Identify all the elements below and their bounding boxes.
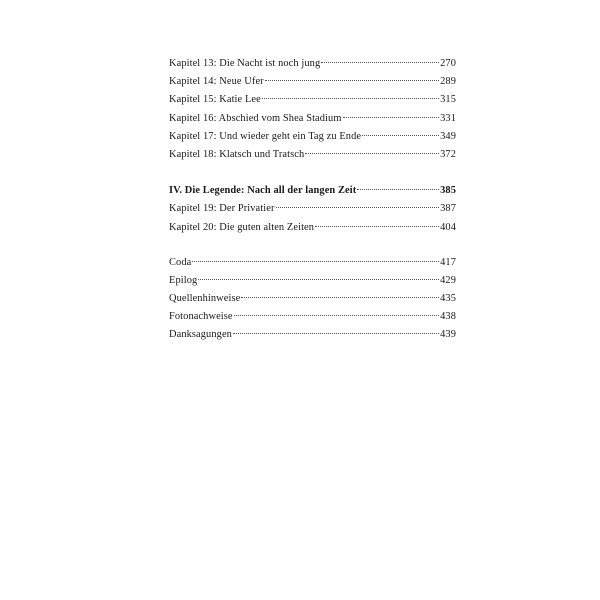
dot-leader: [234, 315, 439, 316]
toc-part-title: IV. Die Legende: Nach all der langen Zeit: [169, 185, 357, 197]
toc-entry-kapitel-19: [169, 200, 456, 218]
toc-entry-kapitel-14: [169, 73, 456, 91]
toc-entry-title: Kapitel 16: Abschied vom Shea Stadium: [169, 112, 342, 124]
dot-leader: [233, 333, 439, 334]
dot-leader: [315, 226, 439, 227]
dot-leader: [192, 261, 439, 262]
section-spacer: [169, 164, 456, 182]
toc-entry-page: 438: [440, 311, 456, 323]
toc-entry-title: Danksagungen: [169, 329, 232, 341]
toc-entry-title: Kapitel 18: Klatsch und Tratsch: [169, 148, 305, 160]
toc-entry-kapitel-20: [169, 219, 456, 237]
toc-entry-epilog: [169, 272, 456, 290]
dot-leader: [241, 297, 439, 298]
dot-leader: [321, 62, 439, 63]
toc-entry-title: Kapitel 13: Die Nacht ist noch jung: [169, 58, 321, 69]
dot-leader: [362, 135, 439, 136]
toc-entry-page: 404: [440, 221, 456, 233]
section-spacer: [169, 237, 456, 254]
toc-entry-title: Kapitel 17: Und wieder geht ein Tag zu Ende: [169, 130, 362, 142]
toc-entry-title: Coda: [169, 256, 192, 268]
toc-entry-title: Kapitel 19: Der Privatier: [169, 203, 275, 215]
dot-leader: [198, 279, 439, 280]
toc-entry-title: Kapitel 20: Die guten alten Zeiten: [169, 221, 315, 233]
toc-entry-kapitel-16: [169, 110, 456, 128]
dot-leader: [305, 153, 439, 154]
toc-entry-kapitel-13: [169, 55, 456, 73]
toc-entry-title: Kapitel 15: Katie Lee: [169, 94, 261, 106]
toc-entry-kapitel-18: [169, 146, 456, 164]
toc-entry-page: 372: [440, 148, 456, 160]
toc-entry-kapitel-17: [169, 128, 456, 146]
toc-entry-title: Fotonachweise: [169, 311, 233, 323]
toc-entry-page: 429: [440, 274, 456, 286]
toc-entry-title: Kapitel 14: Neue Ufer: [169, 76, 264, 88]
toc-entry-page: 417: [440, 256, 456, 268]
toc-entry-danksagungen: [169, 326, 456, 344]
dot-leader: [276, 207, 440, 208]
toc-entry-page: 270: [440, 58, 456, 69]
toc-part-page: 385: [440, 185, 456, 197]
toc-entry-page: 315: [440, 94, 456, 106]
toc-entry-quellenhinweise: [169, 290, 456, 308]
dot-leader: [262, 98, 439, 99]
toc-entry-page: 435: [440, 293, 456, 305]
dot-leader: [265, 80, 439, 81]
toc-entry-part-iv: [169, 182, 456, 200]
toc-entry-page: 349: [440, 130, 456, 142]
toc-entry-fotonachweise: [169, 308, 456, 326]
table-of-contents: [169, 55, 456, 345]
toc-entry-kapitel-15: [169, 91, 456, 109]
toc-entry-page: 439: [440, 329, 456, 341]
toc-entry-title: Epilog: [169, 274, 198, 286]
toc-entry-title: Quellenhinweise: [169, 293, 241, 305]
dot-leader: [357, 189, 439, 190]
dot-leader: [343, 117, 440, 118]
toc-entry-page: 331: [440, 112, 456, 124]
toc-entry-page: 387: [440, 203, 456, 215]
toc-entry-page: 289: [440, 76, 456, 88]
toc-entry-coda: [169, 254, 456, 272]
